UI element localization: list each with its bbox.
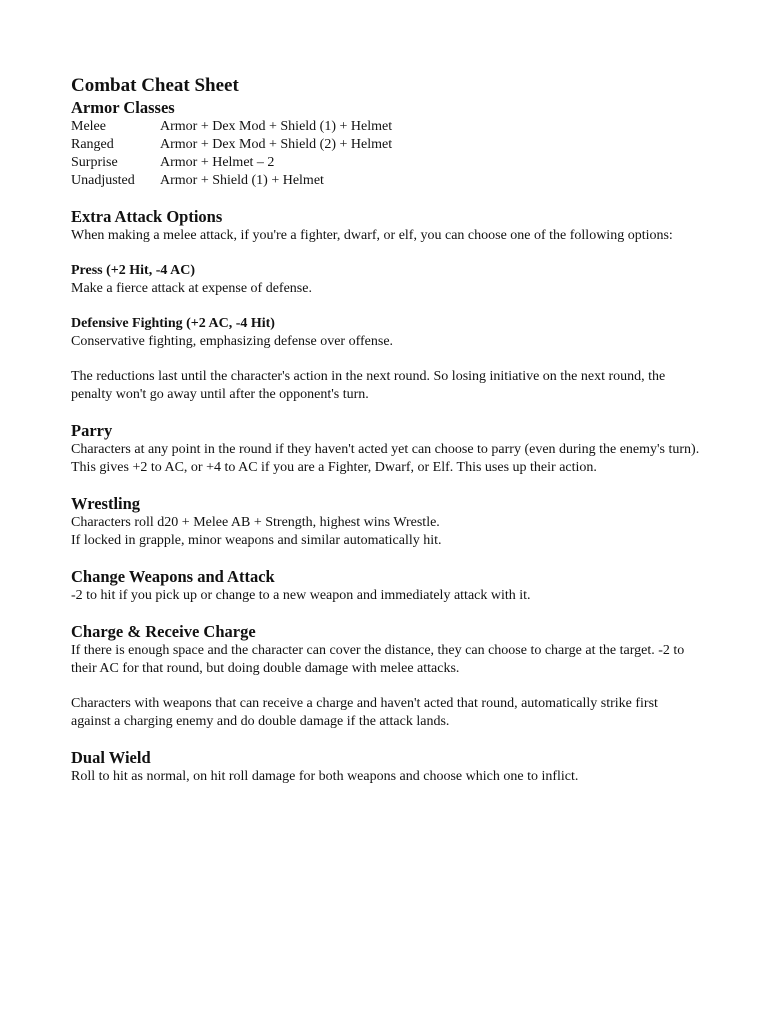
defensive-fighting-heading: Defensive Fighting (+2 AC, -4 Hit) — [71, 316, 275, 331]
ac-name: Surprise — [71, 155, 118, 170]
charge-text-1: If there is enough space and the character can cover the distance, they can choose to charge at the target. -2 to their AC for that round, but doing double damage with melee attacks. — [71, 643, 685, 676]
dual-wield-text: Roll to hit as normal, on hit roll damage for both weapons and choose which one to inflict. — [71, 769, 579, 784]
page-title: Combat Cheat Sheet — [71, 75, 239, 96]
table-row — [71, 118, 392, 136]
wrestling-heading: Wrestling — [71, 494, 141, 513]
extra-attack-heading: Extra Attack Options — [71, 207, 223, 226]
table-row — [71, 154, 392, 172]
ac-name: Unadjusted — [71, 173, 135, 188]
press-text: Make a fierce attack at expense of defense. — [71, 281, 312, 296]
defensive-fighting-text: Conservative fighting, emphasizing defense over offense. — [71, 334, 394, 349]
ac-formula: Armor + Dex Mod + Shield (2) + Helmet — [160, 137, 393, 152]
wrestling-line-2: If locked in grapple, minor weapons and similar automatically hit. — [71, 533, 442, 548]
ac-name: Melee — [71, 119, 106, 134]
press-heading: Press (+2 Hit, -4 AC) — [71, 263, 195, 278]
change-weapons-heading: Change Weapons and Attack — [71, 567, 275, 586]
charge-text-2: Characters with weapons that can receive a charge and haven't acted that round, automatically strike first against a charging enemy and do double damage if the attack lands. — [71, 696, 658, 729]
ac-formula: Armor + Shield (1) + Helmet — [160, 173, 324, 188]
ac-formula: Armor + Dex Mod + Shield (1) + Helmet — [160, 119, 393, 134]
ac-name: Ranged — [71, 137, 114, 152]
armor-classes-heading: Armor Classes — [71, 98, 175, 117]
ac-formula: Armor + Helmet – 2 — [160, 155, 275, 170]
table-row — [71, 136, 392, 154]
dual-wield-heading: Dual Wield — [71, 748, 151, 767]
parry-heading: Parry — [71, 421, 113, 440]
wrestling-line-1: Characters roll d20 + Melee AB + Strength, highest wins Wrestle. — [71, 515, 440, 530]
table-row — [71, 172, 392, 190]
change-weapons-text: -2 to hit if you pick up or change to a new weapon and immediately attack with it. — [71, 588, 531, 603]
cheat-sheet-document — [71, 74, 701, 786]
parry-text: Characters at any point in the round if they haven't acted yet can choose to parry (even during the enemy's turn). This gives +2 to AC, or +4 to AC if you are a Fighter, Dwarf, or Elf. This uses up their action. — [71, 442, 700, 475]
armor-classes-table — [71, 118, 392, 190]
reductions-note: The reductions last until the character's action in the next round. So losing initiative on the next round, the penalty won't go away until after the opponent's turn. — [71, 369, 666, 402]
extra-attack-intro: When making a melee attack, if you're a fighter, dwarf, or elf, you can choose one of the following options: — [71, 228, 673, 243]
charge-heading: Charge & Receive Charge — [71, 622, 256, 641]
